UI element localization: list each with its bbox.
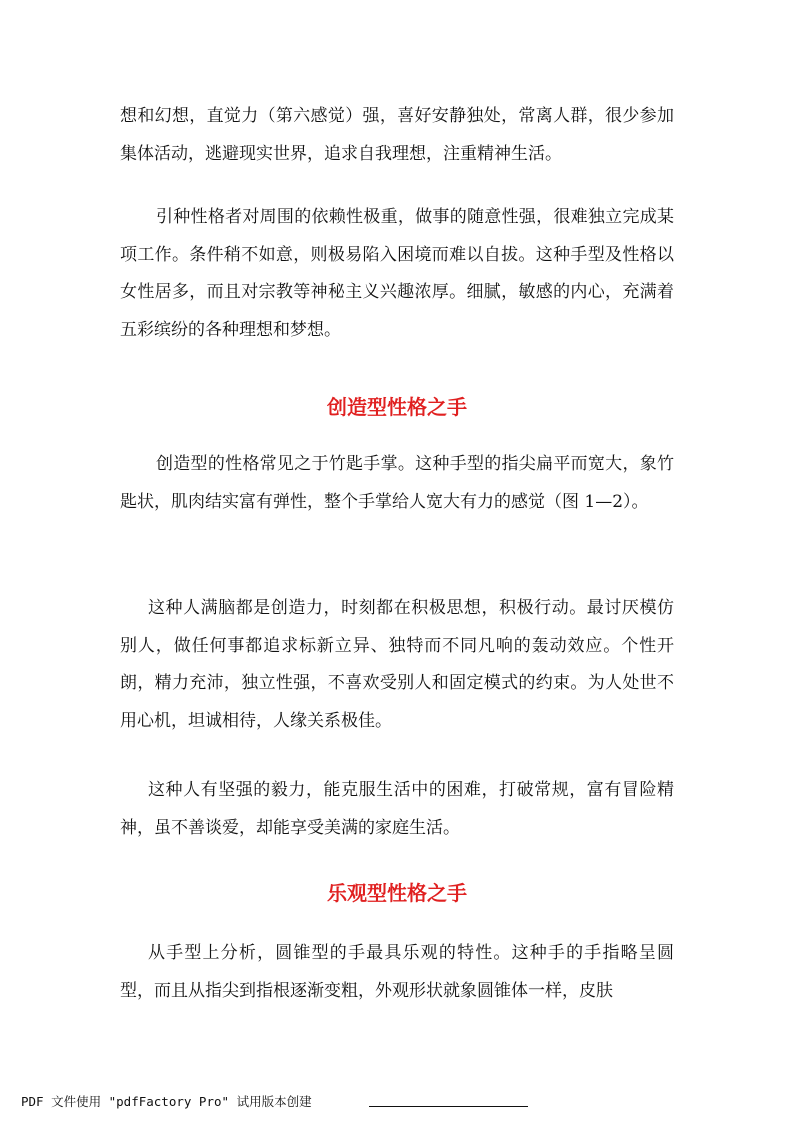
section-heading-optimistic-hand: 乐观型性格之手 [327,881,467,905]
paragraph-dependence: 引种性格者对周围的依赖性极重，做事的随意性强，很难独立完成某项工作。条件稍不如意，则极易陷入困境而难以自拔。这种手型及性格以女性居多，而且对宗教等神秘主义兴趣浓厚。细腻，敏感的内心，充满着五彩缤纷的各种理想和梦想。 [120,207,674,340]
paragraph-creative-perseverance: 这种人有坚强的毅力，能克服生活中的困难，打破常规，富有冒险精神，虽不善谈爱，却能享受美满的家庭生活。 [120,780,674,838]
paragraph-creative-hand-shape: 创造型的性格常见之于竹匙手掌。这种手型的指尖扁平而宽大，象竹匙状，肌肉结实富有弹性，整个手掌给人宽大有力的感觉（图 1—2）。 [120,454,674,512]
paragraph-optimistic-hand-shape: 从手型上分析，圆锥型的手最具乐观的特性。这种手的手指略呈圆型，而且从指尖到指根逐渐变粗，外观形状就象圆锥体一样，皮肤 [120,943,674,1001]
paragraph-creative-personality: 这种人满脑都是创造力，时刻都在积极思想，积极行动。最讨厌模仿别人，做任何事都追求标新立异、独特而不同凡响的轰动效应。个性开朗，精力充沛，独立性强，不喜欢受别人和固定模式的约束。为人处世不用心机，坦诚相待，人缘关系极佳。 [120,598,674,731]
section-heading-creative-hand: 创造型性格之手 [327,395,467,419]
paragraph-continuation: 想和幻想，直觉力（第六感觉）强，喜好安静独处，常离人群，很少参加集体活动，逃避现实世界，追求自我理想，注重精神生活。 [120,106,674,164]
pdf-footer-note: PDF 文件使用 "pdfFactory Pro" 试用版本创建 [21,1094,312,1109]
footer-underline [369,1106,528,1107]
